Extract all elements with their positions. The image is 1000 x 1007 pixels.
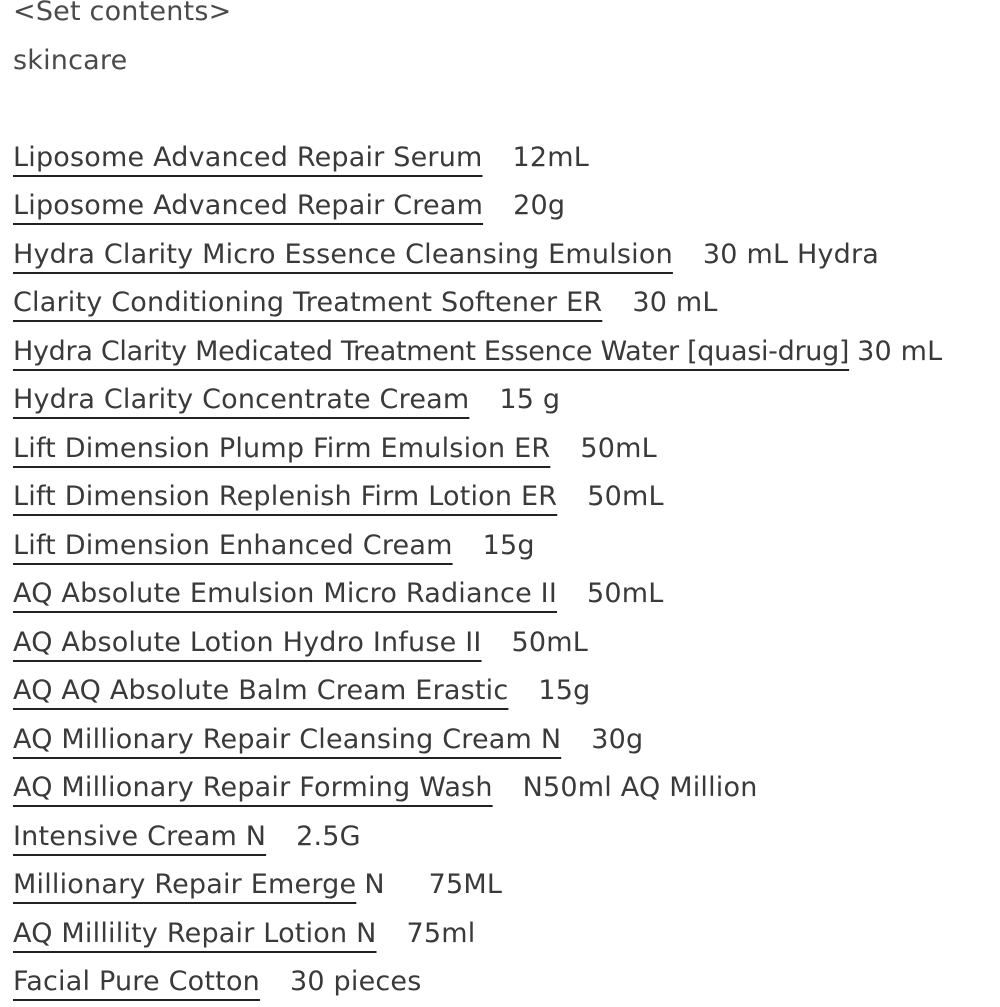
product-size: 30 mL xyxy=(857,335,943,367)
list-item xyxy=(13,667,1000,716)
list-item xyxy=(13,473,1000,522)
list-item xyxy=(13,716,1000,765)
list-item xyxy=(13,328,1000,377)
list-item xyxy=(13,182,1000,231)
product-size: 50mL xyxy=(580,432,657,464)
product-link[interactable]: Liposome Advanced Repair Serum xyxy=(13,141,483,173)
category-label: skincare xyxy=(13,44,128,76)
list-item xyxy=(13,231,1000,280)
product-link[interactable]: AQ Absolute Emulsion Micro Radiance II xyxy=(13,578,558,609)
list-item xyxy=(13,619,1000,668)
list-item xyxy=(13,570,1000,619)
product-link[interactable]: Hydra Clarity Micro Essence Cleansing Emulsion xyxy=(13,238,673,270)
product-link[interactable]: Lift Dimension Replenish Firm Lotion ER xyxy=(13,481,558,512)
product-size: 50mL xyxy=(511,626,589,658)
list-item xyxy=(13,376,1000,425)
product-size: 15g xyxy=(538,675,591,706)
product-size: N50ml AQ Million xyxy=(522,772,758,803)
list-item xyxy=(13,134,1000,183)
list-item xyxy=(13,861,1000,910)
product-size: 20g xyxy=(513,190,566,221)
product-link[interactable]: Intensive Cream N xyxy=(13,820,267,852)
product-link[interactable]: AQ Millionary Repair Forming Wash xyxy=(13,772,493,803)
product-link[interactable]: Liposome Advanced Repair Cream xyxy=(13,190,484,221)
list-item xyxy=(13,813,1000,862)
product-link[interactable]: Lift Dimension Enhanced Cream xyxy=(13,529,453,561)
product-size: 30g xyxy=(591,723,644,755)
list-item xyxy=(13,522,1000,571)
product-size: 50mL xyxy=(587,578,664,609)
product-link[interactable]: Hydra Clarity Medicated Treatment Essence Water [quasi-drug] xyxy=(13,335,850,367)
product-link[interactable]: Lift Dimension Plump Firm Emulsion ER xyxy=(13,432,551,464)
product-size: 12mL xyxy=(512,141,590,173)
product-link[interactable]: Facial Pure Cotton xyxy=(13,966,260,997)
product-link[interactable]: Hydra Clarity Concentrate Cream xyxy=(13,384,470,415)
product-link[interactable]: Millionary Repair Emerge xyxy=(13,869,357,900)
list-item xyxy=(13,958,1000,1007)
product-link[interactable]: AQ Millionary Repair Cleansing Cream N xyxy=(13,723,562,755)
product-size: 75ml xyxy=(406,917,476,949)
product-size: 30 pieces xyxy=(289,966,422,997)
spacer xyxy=(13,85,1000,134)
list-item xyxy=(13,425,1000,474)
product-size: 30 mL Hydra xyxy=(702,238,880,270)
product-size: 2.5G xyxy=(296,820,361,852)
list-item xyxy=(13,910,1000,959)
product-size: N 75ML xyxy=(364,869,503,900)
product-link[interactable]: AQ Millility Repair Lotion N xyxy=(13,917,377,949)
product-size: 50mL xyxy=(587,481,664,512)
product-link[interactable]: AQ AQ Absolute Balm Cream Erastic xyxy=(13,675,509,706)
product-link[interactable]: AQ Absolute Lotion Hydro Infuse II xyxy=(13,626,482,658)
product-size: 30 mL xyxy=(632,287,718,318)
set-contents-title: <Set contents> xyxy=(13,0,232,27)
list-item xyxy=(13,764,1000,813)
product-size: 15g xyxy=(482,529,535,561)
set-contents-document xyxy=(13,0,1000,1007)
list-item xyxy=(13,279,1000,328)
product-size: 15 g xyxy=(499,384,561,415)
product-link[interactable]: Clarity Conditioning Treatment Softener ER xyxy=(13,287,603,318)
